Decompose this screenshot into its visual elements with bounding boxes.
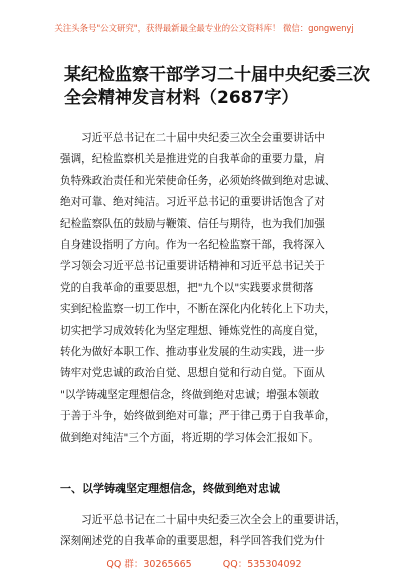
title-line: 某纪检监察干部学习二十届中央纪委三次 bbox=[64, 65, 370, 85]
text-line: 实到纪检监察一切工作中，不断在深化内化转化上下功夫， bbox=[60, 303, 336, 316]
text-line: 深刻阐述党的自我革命的重要思想，科学回答我们党为什 bbox=[60, 535, 325, 548]
text-line: 学习领会习近平总书记重要讲话精神和习近平总书记关于 bbox=[60, 260, 325, 273]
text-line: 转化为做好本职工作、推动事业发展的生动实践，进一步 bbox=[60, 346, 325, 359]
document-title bbox=[64, 64, 370, 110]
text-line: 党的自我革命的重要思想，把"九个以"实践要求贯彻落 bbox=[60, 281, 314, 294]
text-line: 习近平总书记在二十届中央纪委三次全会上的重要讲话， bbox=[60, 514, 347, 526]
text-line: 铸牢对党忠诚的政治自觉、思想自觉和行动自觉。下面从 bbox=[60, 367, 325, 380]
text-line: 做到绝对纯洁"三个方面，将近期的学习体会汇报如下。 bbox=[60, 431, 320, 444]
text-line: 绝对可靠、绝对纯洁。习近平总书记的重要讲话饱含了对 bbox=[60, 196, 325, 209]
footer-contact bbox=[0, 556, 408, 570]
header-banner: 关注头条号"公文研究"，获得最新最全最专业的公文资料库！ 微信：gongwenyj bbox=[54, 24, 354, 34]
footer-qq-group: QQ 群：30265665 bbox=[106, 559, 192, 570]
footer-qq: QQ：535304092 bbox=[222, 559, 302, 570]
text-line: 自身建设指明了方向。作为一名纪检监察干部，我将深入 bbox=[60, 239, 325, 252]
text-line: 习近平总书记在二十届中央纪委三次全会重要讲话中 bbox=[60, 132, 325, 144]
text-line: "以学铸魂坚定理想信念，终做到绝对忠诚；增强本领敢 bbox=[60, 388, 320, 401]
paragraph-section1 bbox=[60, 510, 360, 553]
text-line: 负特殊政治责任和光荣使命任务，必须始终做到绝对忠诚、 bbox=[60, 174, 336, 187]
text-line: 纪检监察队伍的鼓励与鞭策、信任与期待，也为我们加强 bbox=[60, 217, 325, 230]
text-line: 切实把学习成效转化为坚定理想、锤炼党性的高度自觉， bbox=[60, 324, 325, 337]
section-heading: 一、以学铸魂坚定理想信念，终做到绝对忠诚 bbox=[60, 482, 280, 495]
paragraph-intro bbox=[60, 128, 360, 449]
text-line: 强调，纪检监察机关是推进党的自我革命的重要力量，肩 bbox=[60, 153, 325, 166]
title-line: 全会精神发言材料（2687字） bbox=[64, 88, 299, 108]
text-line: 于善于斗争，始终做到绝对可靠；严于律己勇于自我革命， bbox=[60, 410, 336, 423]
